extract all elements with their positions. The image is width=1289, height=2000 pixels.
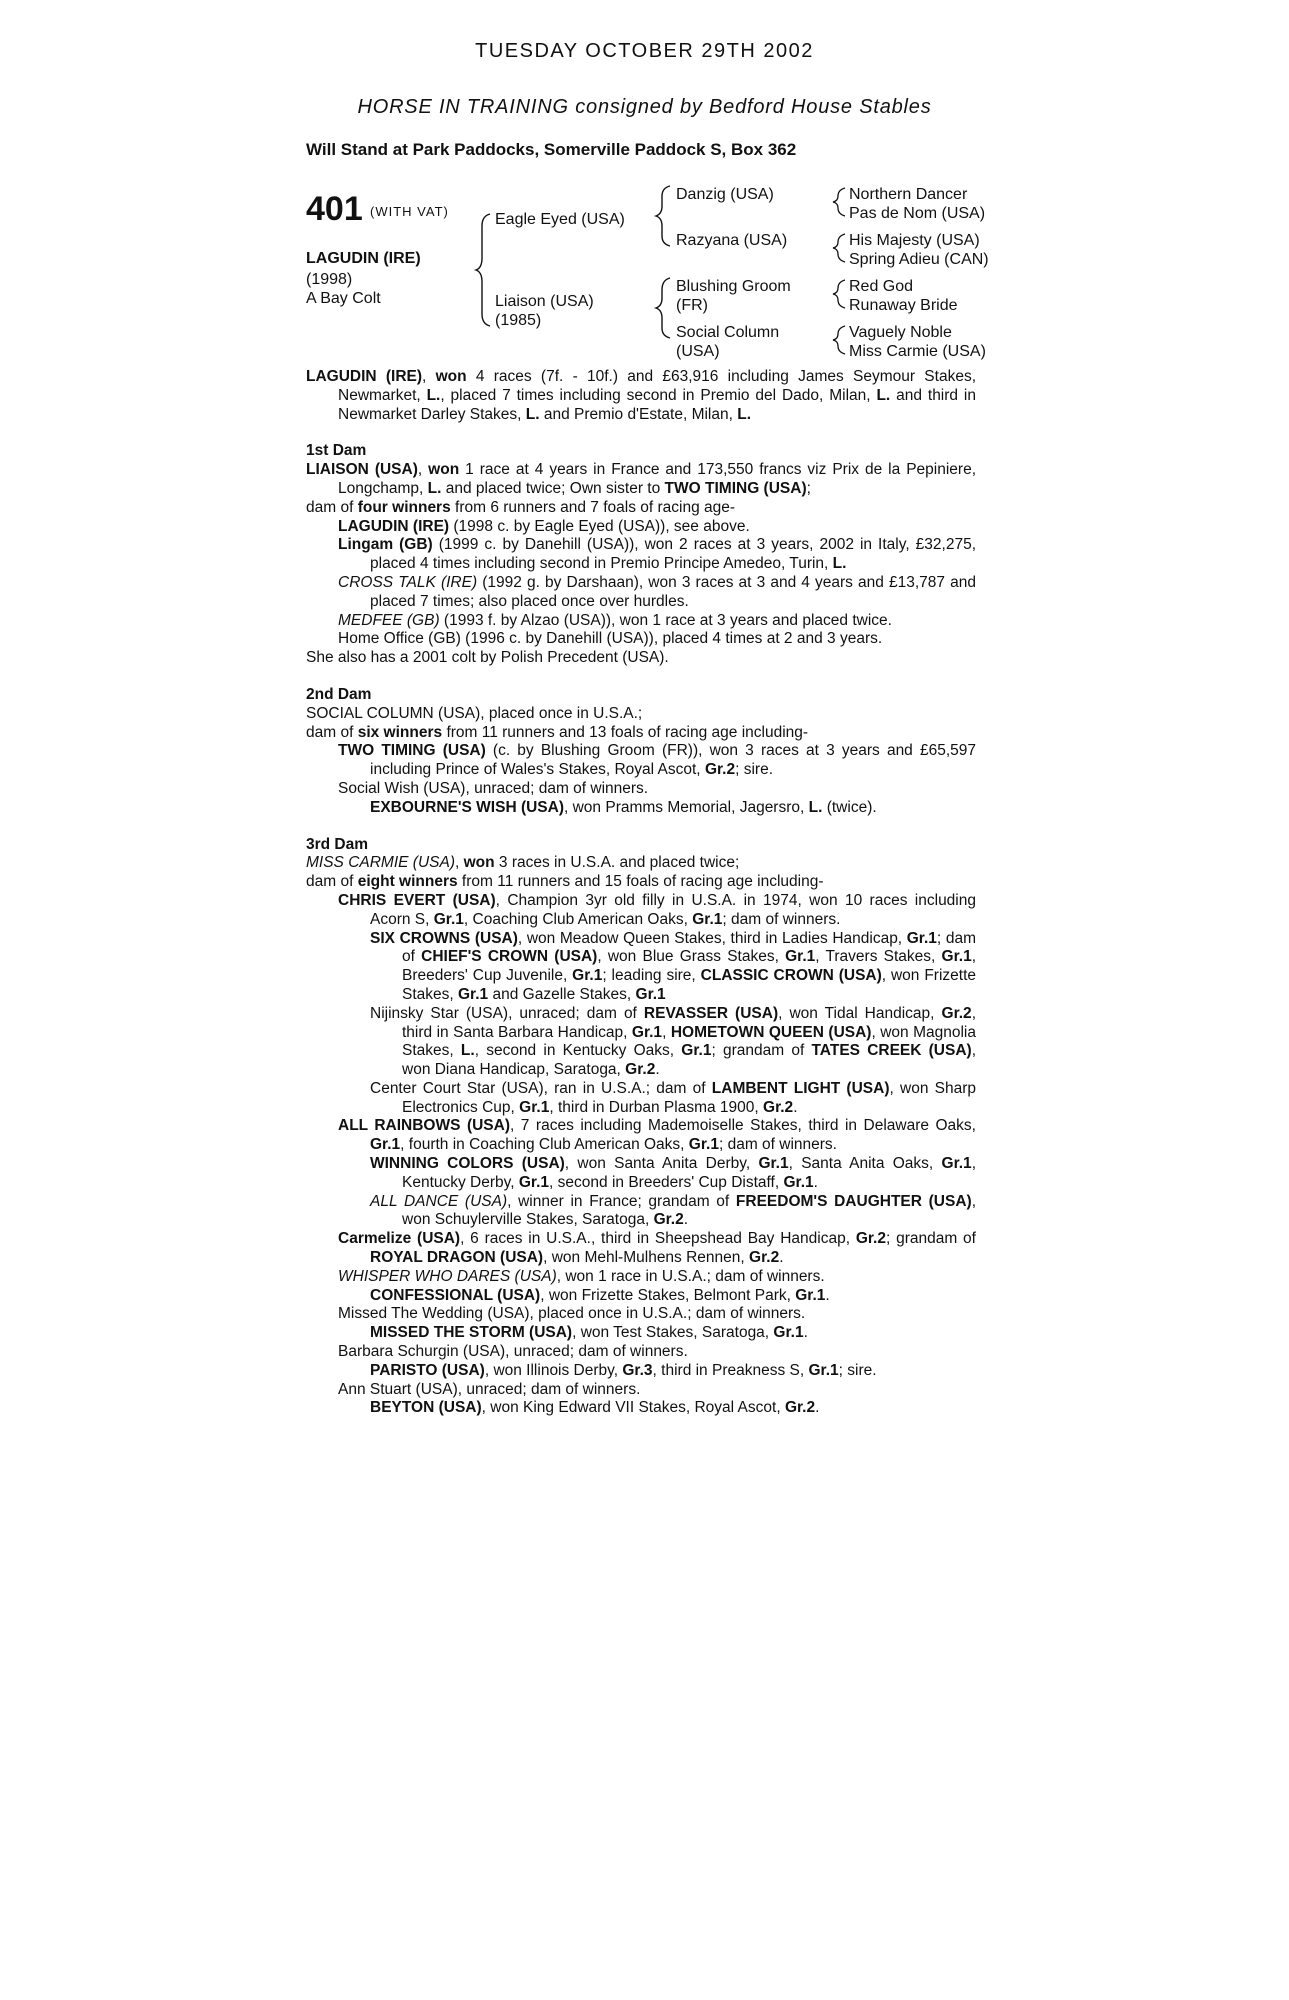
second-dam-record: SOCIAL COLUMN (USA), placed once in U.S.A.;: [306, 704, 643, 722]
produce-text: , 7 races including Mademoiselle Stakes, third in Delaware Oaks,: [510, 1117, 976, 1135]
produce-text: , Champion 3yr old filly in U.S.A. in 1974, won 10 races including Acorn S,: [370, 891, 976, 928]
dam-dam-line2: (USA): [676, 343, 720, 360]
produce-name: ALL DANCE (USA): [370, 1192, 508, 1210]
third-dam-won: won: [463, 854, 495, 872]
listed-mark: L.: [427, 479, 442, 497]
first-dam-produce-intro: [306, 499, 976, 518]
summary-text4: and Premio d'Estate, Milan,: [539, 405, 738, 423]
produce-text: ; sire.: [838, 1361, 877, 1379]
produce-text: Center Court Star (USA), ran in U.S.A.; dam of: [370, 1079, 712, 1097]
produce-name: EXBOURNE'S WISH (USA): [370, 798, 564, 816]
group-mark: Gr.2: [749, 1249, 780, 1267]
produce-text: , won Tidal Handicap,: [778, 1004, 942, 1022]
produce-text: , Santa Anita Oaks,: [788, 1155, 942, 1173]
produce-text: , winner in France; grandam of: [507, 1192, 736, 1210]
produce-text: .: [825, 1286, 830, 1304]
produce-text: .: [793, 1098, 798, 1116]
second-dam-produce-intro: [306, 724, 976, 743]
produce-text: ; sire.: [735, 761, 774, 779]
consignment-subtitle: HORSE IN TRAINING consigned by Bedford House Stables: [357, 96, 932, 118]
produce-item: [306, 1005, 976, 1080]
produce-text: (twice).: [822, 798, 877, 816]
dam-year: (1985): [495, 312, 542, 329]
produce-item: [306, 780, 976, 799]
produce-item: [306, 612, 976, 631]
bracket-sire: [656, 186, 670, 246]
gen4-dsd: Runaway Bride: [849, 297, 958, 314]
listed-mark: L.: [525, 405, 540, 423]
produce-text: , won Frizette Stakes, Belmont Park,: [540, 1286, 796, 1304]
group-mark: Gr.1: [785, 948, 816, 966]
produce-item: [306, 1287, 976, 1306]
produce-text: ; dam of winners.: [718, 1136, 837, 1154]
summary-horse-name: LAGUDIN (IRE): [306, 368, 423, 385]
sale-date: TUESDAY OCTOBER 29TH 2002: [475, 40, 814, 62]
third-dam-runners: from 11 runners and 15 foals of racing age including-: [457, 873, 824, 891]
summary-text3: and third in Newmarket Darley Stakes,: [338, 386, 976, 423]
first-dam-winners: four winners: [357, 498, 451, 516]
dam-sire-line2: (FR): [676, 297, 708, 314]
second-dam-winners: six winners: [357, 723, 443, 741]
produce-text: Barbara Schurgin (USA), unraced; dam of winners.: [338, 1343, 688, 1361]
summary-won: won: [435, 368, 467, 385]
produce-text: , Travers Stakes,: [815, 948, 942, 966]
listed-mark: L.: [832, 555, 847, 573]
first-dam-sister: TWO TIMING (USA): [664, 479, 807, 497]
catalogue-content: [306, 368, 976, 1418]
produce-name: HOMETOWN QUEEN (USA): [670, 1023, 872, 1041]
produce-name: LAGUDIN (IRE): [338, 517, 450, 535]
produce-text: , 6 races in U.S.A., third in Sheepshead Bay Handicap,: [460, 1230, 856, 1248]
listed-mark: L.: [460, 1042, 475, 1060]
produce-item: [306, 536, 976, 574]
horse-year: (1998): [306, 271, 353, 288]
dam-of: dam of: [306, 498, 358, 516]
produce-name: REVASSER (USA): [643, 1004, 779, 1022]
produce-text: ,: [662, 1023, 671, 1041]
group-mark: Gr.1: [906, 929, 937, 947]
produce-name: CHRIS EVERT (USA): [338, 891, 496, 909]
produce-text: , third in Preakness S,: [652, 1361, 809, 1379]
second-dam-heading: 2nd Dam: [306, 685, 372, 703]
group-mark: Gr.1: [458, 985, 489, 1003]
sire-dam: Razyana (USA): [676, 232, 788, 249]
first-dam-text1: 1 race at 4 years in France and 173,550 francs viz Prix de la Pepiniere, Longchamp,: [338, 461, 977, 497]
dam-of: dam of: [306, 873, 358, 891]
listed-mark: L.: [426, 386, 441, 404]
produce-name: CHIEF'S CROWN (USA): [421, 948, 598, 966]
produce-name: CLASSIC CROWN (USA): [700, 967, 882, 985]
produce-name: WINNING COLORS (USA): [370, 1155, 565, 1173]
produce-text: (1992 g. by Darshaan), won 3 races at 3 and 4 years and £13,787 and placed 7 times; also placed once over hurdles.: [370, 573, 976, 610]
group-mark: Gr.1: [519, 1098, 550, 1116]
dam-of: dam of: [306, 723, 358, 741]
produce-item: [306, 1343, 976, 1362]
first-dam-name: LIAISON (USA): [306, 461, 418, 479]
produce-text: ; leading sire,: [602, 967, 701, 985]
produce-text: ; grandam of: [711, 1042, 812, 1060]
produce-text: , third in Santa Barbara Handicap,: [402, 1004, 976, 1041]
gen4-sdd: Spring Adieu (CAN): [849, 251, 989, 268]
produce-item: [306, 1324, 976, 1343]
produce-item: [306, 518, 976, 537]
produce-item: [306, 1193, 976, 1231]
produce-item: [306, 930, 976, 1005]
produce-name: SIX CROWNS (USA): [370, 929, 518, 947]
group-mark: Gr.1: [433, 910, 464, 928]
third-dam-record: [306, 854, 976, 873]
group-mark: Gr.2: [653, 1211, 684, 1229]
dam-sire-line1: Blushing Groom: [676, 278, 791, 295]
produce-text: , won 1 race in U.S.A.; dam of winners.: [556, 1267, 825, 1285]
produce-item: [306, 742, 976, 780]
first-dam-text3: ;: [806, 479, 811, 497]
summary-text2: , placed 7 times including second in Premio del Dado, Milan,: [440, 386, 877, 404]
group-mark: Gr.1: [795, 1286, 826, 1304]
produce-text: Ann Stuart (USA), unraced; dam of winners.: [338, 1380, 641, 1398]
third-dam-text1: 3 races in U.S.A. and placed twice;: [494, 854, 740, 872]
stand-location: Will Stand at Park Paddocks, Somerville Paddock S, Box 362: [306, 140, 797, 159]
produce-item: [306, 1399, 976, 1418]
produce-text: , won Magnolia Stakes,: [402, 1023, 976, 1060]
produce-name: CROSS TALK (IRE): [338, 573, 478, 591]
produce-item: [306, 1080, 976, 1118]
first-dam-heading: 1st Dam: [306, 442, 367, 460]
group-mark: Gr.1: [518, 1173, 550, 1191]
produce-text: Nijinsky Star (USA), unraced; dam of: [370, 1004, 644, 1022]
produce-text: Social Wish (USA), unraced; dam of winners.: [338, 779, 649, 797]
bracket-dam: [656, 278, 670, 338]
group-mark: Gr.1: [688, 1136, 719, 1154]
produce-text: (1998 c. by Eagle Eyed (USA)), see above.: [449, 517, 750, 535]
produce-text: ; dam of: [402, 929, 977, 966]
produce-text: Home Office (GB) (1996 c. by Danehill (USA)), placed 4 times at 2 and 3 years.: [338, 630, 883, 648]
gen4-ddd: Miss Carmie (USA): [849, 343, 986, 360]
produce-item: [306, 630, 976, 649]
produce-name: PARISTO (USA): [370, 1361, 485, 1379]
gen4-dss: Red God: [849, 278, 914, 295]
group-mark: Gr.1: [635, 985, 666, 1003]
produce-text: .: [683, 1211, 689, 1229]
produce-item: [306, 1305, 976, 1324]
third-dam-winners: eight winners: [357, 873, 458, 891]
third-dam-name: MISS CARMIE (USA): [306, 854, 455, 872]
gen4-sss: Northern Dancer: [849, 186, 968, 203]
produce-item: [306, 1155, 976, 1193]
produce-name: WHISPER WHO DARES (USA): [338, 1267, 557, 1285]
first-dam-runners: from 6 runners and 7 foals of racing age-: [450, 498, 736, 516]
produce-text: Missed The Wedding (USA), placed once in U.S.A.; dam of winners.: [338, 1305, 806, 1323]
produce-item: [306, 1117, 976, 1155]
gen4-ssd: Pas de Nom (USA): [849, 205, 986, 222]
group-mark: Gr.2: [941, 1004, 972, 1022]
produce-text: , fourth in Coaching Club American Oaks,: [400, 1136, 689, 1154]
produce-text: ; dam of winners.: [722, 910, 841, 928]
produce-text: , won Pramms Memorial, Jagersro,: [564, 798, 809, 816]
produce-text: , second in Breeders' Cup Distaff,: [549, 1173, 784, 1191]
lot-number: 401: [306, 190, 363, 228]
produce-name: FREEDOM'S DAUGHTER (USA): [735, 1192, 972, 1210]
group-mark: Gr.1: [941, 948, 972, 966]
group-mark: Gr.2: [855, 1230, 886, 1248]
first-dam-record: LIAISON (USA), won 1 race at 4 years in France and 173,550 francs viz Prix de la Pepiniere, Longchamp, L. and placed twice; Own sister to TWO TIMING (USA);: [306, 461, 977, 497]
listed-mark: L.: [808, 798, 823, 816]
dam-dam-line1: Social Column: [676, 324, 780, 341]
gen4-dds: Vaguely Noble: [849, 324, 952, 341]
third-dam-produce-intro: [306, 873, 976, 892]
produce-text: , won King Edward VII Stakes, Royal Ascot,: [481, 1399, 785, 1417]
produce-name: MISSED THE STORM (USA): [370, 1324, 573, 1342]
produce-text: , won Test Stakes, Saratoga,: [572, 1324, 774, 1342]
produce-text: , won Illinois Derby,: [484, 1361, 623, 1379]
produce-text: .: [815, 1399, 820, 1417]
first-dam-text2: and placed twice; Own sister to: [441, 479, 665, 497]
group-mark: Gr.2: [704, 761, 736, 779]
produce-text: , Kentucky Derby,: [402, 1155, 976, 1191]
produce-text: , won Frizette Stakes,: [402, 967, 976, 1003]
produce-text: , won Schuylerville Stakes, Saratoga,: [402, 1192, 976, 1229]
sire-name: Eagle Eyed (USA): [495, 211, 625, 228]
bracket-ds: [833, 280, 845, 308]
summary-text: 4 races (7f. - 10f.) and £63,916 including James Seymour Stakes, Newmarket,: [338, 368, 976, 404]
group-mark: Gr.1: [941, 1155, 972, 1173]
produce-text: .: [779, 1249, 784, 1267]
produce-text: (1999 c. by Danehill (USA)), won 2 races at 3 years, 2002 in Italy, £32,275, placed 4 times including second in Premio Principe Amedeo, Turin,: [370, 536, 976, 573]
second-dam-runners: from 11 runners and 13 foals of racing age including-: [442, 723, 809, 741]
group-mark: Gr.2: [763, 1098, 794, 1116]
group-mark: Gr.1: [773, 1324, 804, 1342]
group-mark: Gr.1: [758, 1155, 789, 1173]
produce-name: MEDFEE (GB): [338, 611, 440, 629]
bracket-dd: [833, 326, 845, 354]
produce-text: , Breeders' Cup Juvenile,: [402, 948, 977, 985]
produce-text: , third in Durban Plasma 1900,: [549, 1098, 764, 1116]
produce-text: , won Meadow Queen Stakes, third in Ladies Handicap,: [517, 929, 907, 947]
bracket-gen1: [476, 214, 490, 326]
produce-text: , second in Kentucky Oaks,: [474, 1042, 682, 1060]
produce-item: [306, 892, 976, 930]
produce-text: .: [655, 1061, 660, 1079]
produce-name: Lingam (GB): [338, 536, 433, 554]
separator: ,: [454, 854, 464, 872]
group-mark: Gr.1: [631, 1023, 663, 1041]
group-mark: Gr.1: [681, 1042, 712, 1060]
pedigree-brackets: [0, 0, 1289, 400]
produce-name: LAMBENT LIGHT (USA): [711, 1079, 890, 1097]
produce-item: [306, 1230, 976, 1268]
produce-text: , won Santa Anita Derby,: [564, 1155, 759, 1173]
produce-item: [306, 574, 976, 612]
produce-text: , won Diana Handicap, Saratoga,: [402, 1042, 977, 1079]
produce-name: TATES CREEK (USA): [811, 1042, 972, 1060]
produce-text: , won Mehl-Mulhens Rennen,: [543, 1249, 750, 1267]
bracket-ss: [833, 188, 845, 216]
produce-name: TWO TIMING (USA): [338, 742, 486, 760]
group-mark: Gr.1: [572, 967, 603, 985]
produce-name: CONFESSIONAL (USA): [370, 1286, 541, 1304]
listed-mark: L.: [737, 405, 752, 423]
produce-text: .: [803, 1324, 808, 1342]
horse-name: LAGUDIN (IRE): [306, 250, 421, 267]
group-mark: Gr.1: [783, 1173, 814, 1191]
group-mark: Gr.3: [622, 1361, 653, 1379]
gen4-sds: His Majesty (USA): [849, 232, 980, 249]
third-dam-heading: 3rd Dam: [306, 835, 369, 853]
produce-text: , Coaching Club American Oaks,: [463, 910, 693, 928]
produce-text: .: [813, 1173, 818, 1191]
produce-item: [306, 1268, 976, 1287]
produce-text: , won Blue Grass Stakes,: [597, 948, 786, 966]
produce-text: ; grandam of: [885, 1230, 976, 1248]
produce-name: BEYTON (USA): [370, 1399, 482, 1417]
produce-item: [306, 799, 976, 818]
bracket-sd: [833, 234, 845, 262]
listed-mark: L.: [876, 386, 891, 404]
group-mark: Gr.1: [370, 1136, 401, 1154]
produce-name: ROYAL DRAGON (USA): [370, 1249, 544, 1267]
vat-note: (WITH VAT): [370, 204, 449, 219]
group-mark: Gr.2: [784, 1399, 816, 1417]
group-mark: Gr.2: [625, 1061, 656, 1079]
produce-name: ALL RAINBOWS (USA): [338, 1117, 510, 1135]
produce-name: Carmelize (USA): [338, 1230, 461, 1248]
group-mark: Gr.1: [808, 1361, 839, 1379]
produce-text: and Gazelle Stakes,: [488, 985, 636, 1003]
group-mark: Gr.1: [692, 910, 723, 928]
sire-sire: Danzig (USA): [676, 186, 774, 203]
horse-description: A Bay Colt: [306, 290, 381, 307]
race-summary: LAGUDIN (IRE), won 4 races (7f. - 10f.) and £63,916 including James Seymour Stakes, Newmarket, L., placed 7 times including second in Premio del Dado, Milan, L. and third in Newmarket Darley Stakes, L. and Premio d'Estate, Milan, L.: [306, 368, 976, 423]
first-dam-won: won: [428, 461, 460, 479]
produce-text: , won Sharp Electronics Cup,: [402, 1079, 976, 1116]
produce-text: (1993 f. by Alzao (USA)), won 1 race at 3 years and placed twice.: [439, 611, 892, 629]
first-dam-also: She also has a 2001 colt by Polish Precedent (USA).: [306, 649, 669, 667]
produce-item: [306, 1381, 976, 1400]
produce-text: (c. by Blushing Groom (FR)), won 3 races at 3 years and £65,597 including Prince of Wales's Stakes, Royal Ascot,: [370, 742, 976, 779]
produce-item: [306, 1362, 976, 1381]
dam-name: Liaison (USA): [495, 293, 594, 310]
